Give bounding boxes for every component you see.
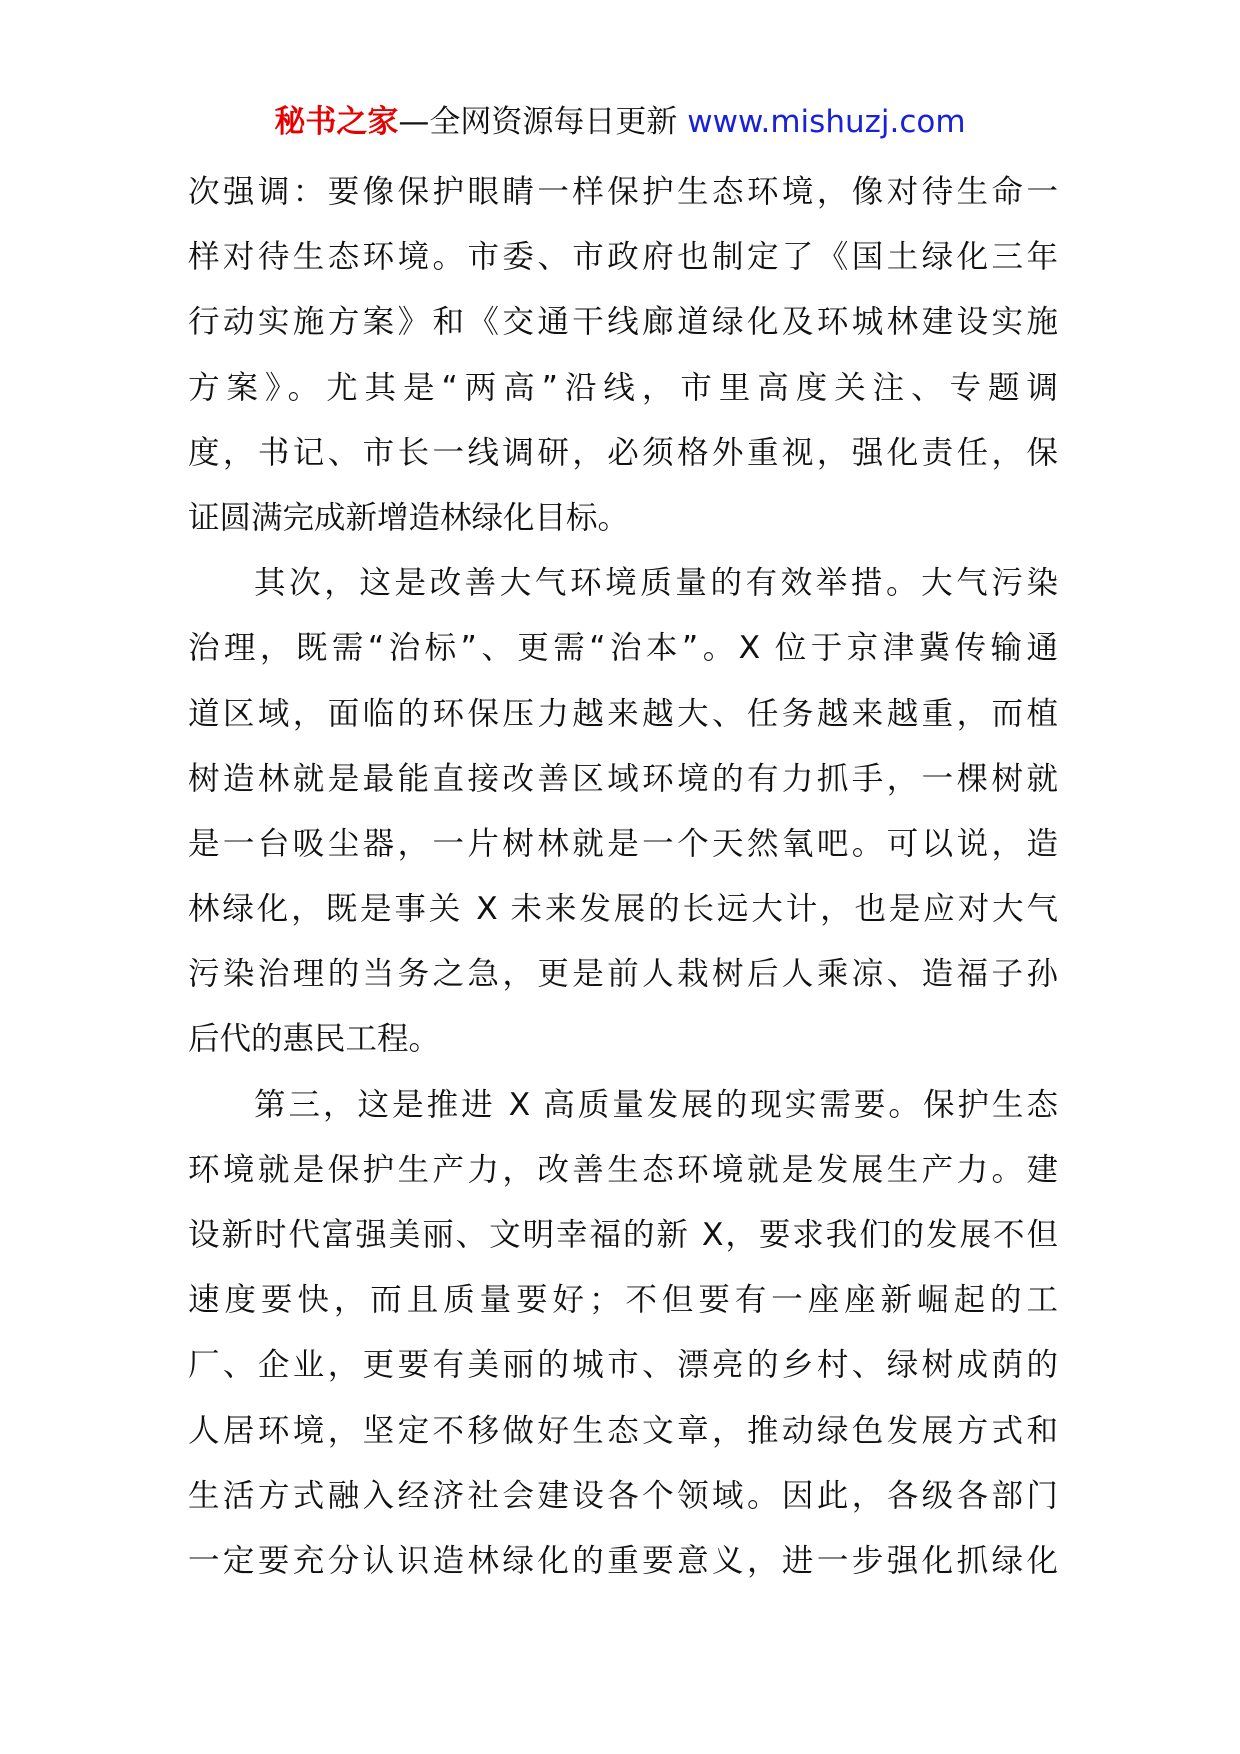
text-line: 方案》。尤其是“两高”沿线，市里高度关注、专题调 [188, 369, 1058, 406]
paragraph [188, 551, 1058, 1073]
paragraph [188, 160, 1058, 551]
text-line: 第三，这是推进 X 高质量发展的现实需要。保护生态 [254, 1086, 1058, 1123]
text-line: 设新时代富强美丽、文明幸福的新 X，要求我们的发展不但 [188, 1217, 1058, 1253]
header-tagline: —全网资源每日更新 [398, 104, 688, 140]
brand-name: 秘书之家 [274, 104, 399, 140]
text-line: 证圆满完成新增造林绿化目标。 [188, 499, 630, 536]
text-line: 度，书记、市长一线调研，必须格外重视，强化责任，保 [188, 434, 1058, 471]
text-line: 其次，这是改善大气环境质量的有效举措。大气污染 [254, 565, 1058, 602]
text-line: 污染治理的当务之急，更是前人栽树后人乘凉、造福子孙 [188, 956, 1058, 993]
text-line: 次强调：要像保护眼睛一样保护生态环境，像对待生命一 [188, 174, 1058, 210]
text-line: 厂、企业，更要有美丽的城市、漂亮的乡村、绿树成荫的 [188, 1347, 1058, 1384]
text-line: 人居环境，坚定不移做好生态文章，推动绿色发展方式和 [188, 1412, 1058, 1449]
page-header [0, 100, 1240, 144]
document-body [188, 160, 1058, 1594]
text-line: 生活方式融入经济社会建设各个领域。因此，各级各部门 [188, 1477, 1058, 1514]
text-line: 速度要快，而且质量要好；不但要有一座座新崛起的工 [188, 1282, 1058, 1319]
text-line: 是一台吸尘器，一片树林就是一个天然氧吧。可以说，造 [188, 825, 1058, 862]
text-line: 治理，既需“治标”、更需“治本”。X 位于京津冀传输通 [188, 630, 1058, 667]
text-line: 树造林就是最能直接改善区域环境的有力抓手，一棵树就 [188, 760, 1058, 797]
text-line: 林绿化，既是事关 X 未来发展的长远大计，也是应对大气 [188, 891, 1058, 928]
text-line: 行动实施方案》和《交通干线廊道绿化及环城林建设实施 [188, 304, 1058, 341]
text-line: 道区域，面临的环保压力越来越大、任务越来越重，而植 [188, 695, 1058, 732]
text-line: 后代的惠民工程。 [188, 1021, 441, 1058]
text-line: 环境就是保护生产力，改善生态环境就是发展生产力。建 [188, 1151, 1058, 1188]
paragraph [188, 1073, 1058, 1595]
text-line: 一定要充分认识造林绿化的重要意义，进一步强化抓绿化 [188, 1542, 1058, 1579]
site-url-link[interactable]: www.mishuzj.com [687, 104, 966, 140]
text-line: 样对待生态环境。市委、市政府也制定了《国土绿化三年 [188, 239, 1058, 276]
